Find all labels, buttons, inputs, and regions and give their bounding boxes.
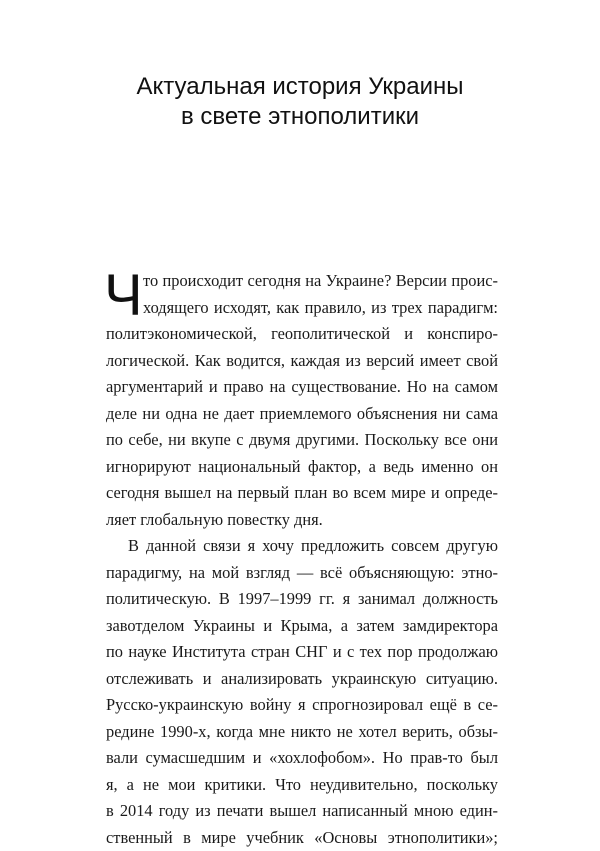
text-line: я, а не мои критики. Что неудивительно, поскольку [106, 772, 498, 799]
chapter-title-line-2: в свете этнополитики [0, 102, 600, 132]
paragraph-2 [106, 533, 498, 851]
chapter-title-line-1: Актуальная история Украины [0, 72, 600, 102]
text-line: логической. Как водится, каждая из версий имеет свой [106, 348, 498, 375]
chapter-title [0, 72, 600, 132]
text-line: В данной связи я хочу предложить совсем другую [106, 533, 498, 560]
text-line: то происходит сегодня на Украине? Версии проис- [106, 268, 498, 295]
text-line: Русско-украинскую войну я спрогнозировал ещё в се- [106, 692, 498, 719]
text-line: в 2014 году из печати вышел написанный мною един- [106, 798, 498, 825]
text-line: ляет глобальную повестку дня. [106, 507, 498, 534]
text-line: деле ни одна не дает приемлемого объяснения ни сама [106, 401, 498, 428]
text-line: политическую. В 1997–1999 гг. я занимал должность [106, 586, 498, 613]
text-line: по науке Института стран СНГ и с тех пор продолжаю [106, 639, 498, 666]
text-line: парадигму, на мой взгляд — всё объясняющую: этно- [106, 560, 498, 587]
text-line: игнорируют национальный фактор, а ведь именно он [106, 454, 498, 481]
text-line: ственный в мире учебник «Основы этнополитики»; [106, 825, 498, 851]
text-line: вали сумасшедшим и «хохлофобом». Но прав-то был [106, 745, 498, 772]
text-line: политэкономической, геополитической и конспиро- [106, 321, 498, 348]
text-line: ходящего исходят, как правило, из трех парадигм: [106, 295, 498, 322]
text-line: по себе, ни вкупе с двумя другими. Поскольку все они [106, 427, 498, 454]
body-text [106, 268, 498, 851]
text-line: отслеживать и анализировать украинскую ситуацию. [106, 666, 498, 693]
text-line: сегодня вышел на первый план во всем мире и опреде- [106, 480, 498, 507]
text-line: редине 1990-х, когда мне никто не хотел верить, обзы- [106, 719, 498, 746]
drop-cap: Ч [104, 267, 143, 325]
text-line: аргументарий и право на существование. Но на самом [106, 374, 498, 401]
text-line: завотделом Украины и Крыма, а затем замдиректора [106, 613, 498, 640]
paragraph-1 [106, 268, 498, 533]
